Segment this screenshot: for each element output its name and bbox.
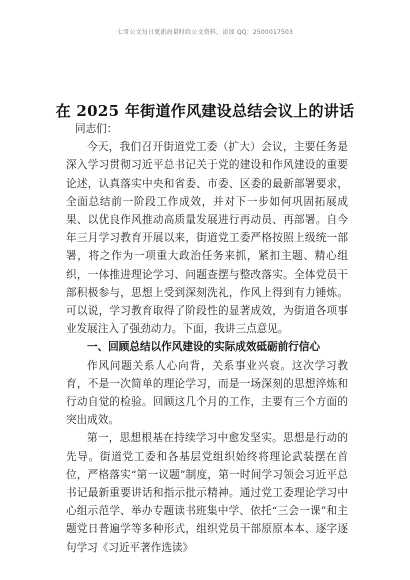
document-title: 在 2025 年街道作风建设总结会议上的讲话: [55, 102, 355, 120]
section-heading-1: 一、回顾总结以作风建设的实际成效砥砺前行信心: [87, 341, 321, 354]
document-body: [66, 120, 348, 557]
paragraph-point-1: 第一，思想根基在持续学习中愈发坚实。思想是行动的先导。街道党工委和各基层党组织始终将理论武装摆在首位，严格落实“第一议题”制度，第一时间学习领会习近平总书记最新重要讲话和指示批示精神。通过党工委理论学习中心组示范学、举办专题读书班集中学、依托“三会一课”和主题党日普遍学等多种形式，组织党员干部原原本本、逐字逐句学习《习近平著作选读》: [66, 432, 348, 554]
watermark-text: 七哥公文每日更新海量时政公文资料，添加 QQ：2500017503: [116, 29, 294, 36]
paragraph-intro: 今天，我们召开街道党工委（扩大）会议，主要任务是深入学习贯彻习近平总书记关于党的建设和作风建设的重要论述，认真落实中央和省委、市委、区委的最新部署要求，全面总结前一阶段工作成效，并对下一步如何巩固拓展成果、以优良作风推动高质量发展进行再动员、再部署。自今年三月学习教育开展以来，街道党工委严格按照上级统一部署，将之作为一项重大政治任务来抓，紧扣主题、精心组织，一体推进理论学习、问题查摆与整改落实。全体党员干部积极参与，思想上受到深刻洗礼，作风上得到有力锤炼。可以说，学习教育取得了阶段性的显著成效，为街道各项事业发展注入了强劲动力。下面，我讲三点意见。: [66, 141, 348, 336]
paragraph-section-1-intro: 作风问题关系人心向背，关系事业兴衰。这次学习教育，不是一次简单的理论学习，而是一场深刻的思想淬炼和行动自觉的检验。回顾这几个月的工作，主要有三个方面的突出成效。: [66, 359, 348, 427]
salutation: 同志们：: [75, 123, 118, 135]
